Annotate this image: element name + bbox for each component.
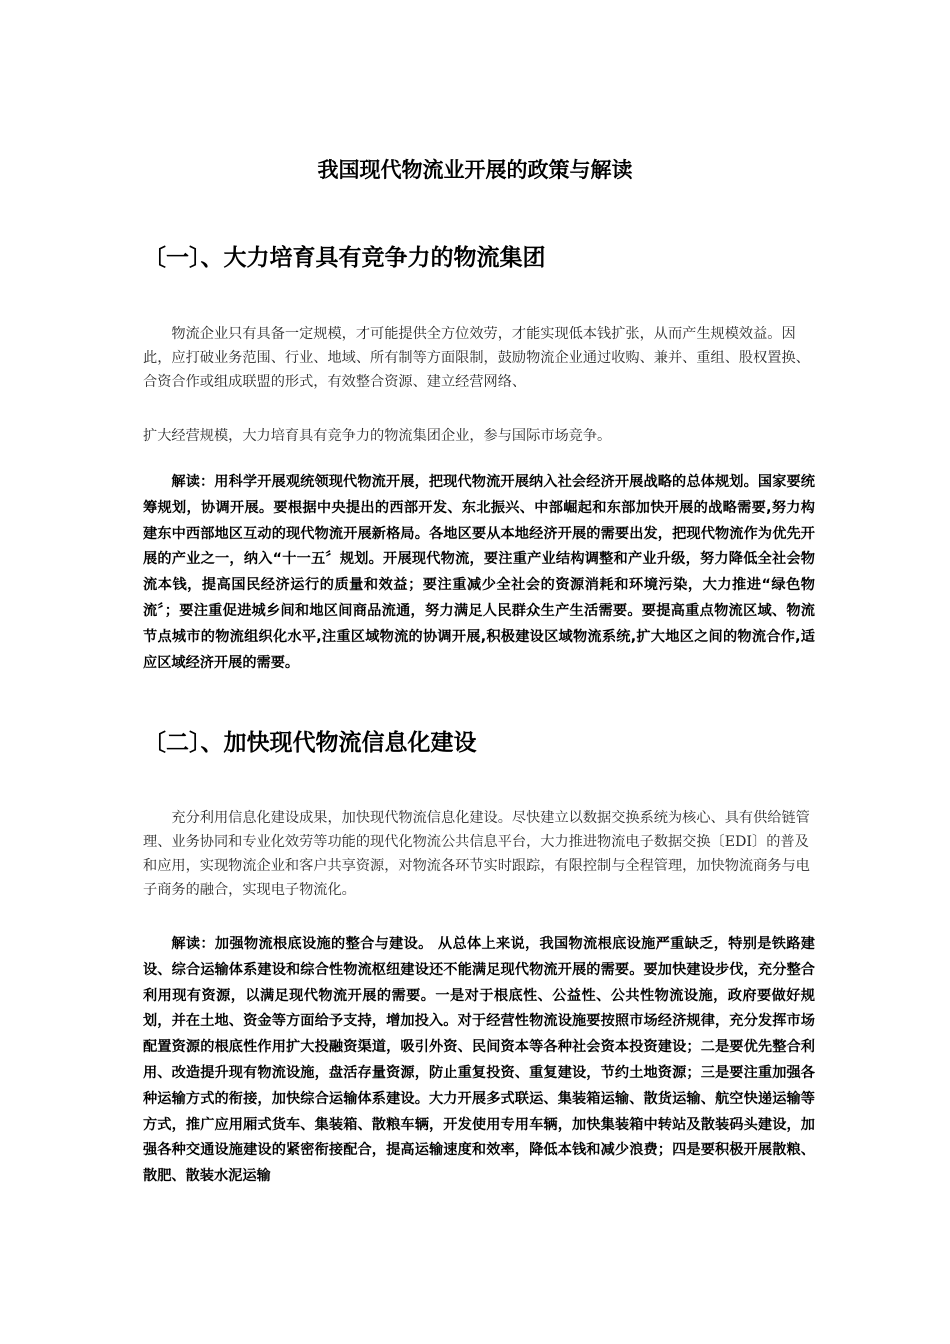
section-2-commentary: 解读：加强物流根底设施的整合与建设。 从总体上来说，我国物流根底设施严重缺乏，特别是铁路建设、综合运输体系建设和综合性物流枢纽建设还不能满足现代物流开展的需要。要加快建设步伐，充分整合利用现有资源，以满足现代物流开展的需要。一是对于根底性、公益性、公共性物流设施，政府要做好规划，并在土地、资金等方面给予支持，增加投入。对于经营性物流设施要按照市场经济规律，充分发挥市场配置资源的根底性作用扩大投融资渠道，吸引外资、民间资本等各种社会资本投资建设；二是要优先整合利用、改造提升现有物流设施，盘活存量资源，防止重复投资、重复建设，节约土地资源；三是要注重加强各种运输方式的衔接，加快综合运输体系建设。大力开展多式联运、集装箱运输、散货运输、航空快递运输等方式，推广应用厢式货车、集装箱、散粮车辆，开发使用专用车辆，加快集装箱中转站及散装码头建设，加强各种交通设施建设的紧密衔接配合，提高运输速度和效率，降低本钱和减少浪费；四是要积极开展散粮、散肥、散装水泥运输 [143, 936, 815, 1185]
section-heading-1: 〔一〕、大力培育具有竞争力的物流集团 [143, 245, 546, 271]
section-1-paragraph: 物流企业只有具备一定规模，才可能提供全方位效劳，才能实现低本钱扩张，从而产生规模效益。因此，应打破业务范围、行业、地域、所有制等方面限制，鼓励物流企业通过收购、兼并、重组、股权置换、合资合作或组成联盟的形式，有效整合资源、建立经营网络、 [143, 326, 810, 390]
section-heading-2: 〔二〕、加快现代物流信息化建设 [143, 730, 477, 756]
section-1-commentary: 解读：用科学开展观统领现代物流开展，把现代物流开展纳入社会经济开展战略的总体规划。国家要统筹规划，协调开展。要根据中央提出的西部开发、东北振兴、中部崛起和东部加快开展的战略需要,努力构建东中西部地区互动的现代物流开展新格局。各地区要从本地经济开展的需要出发，把现代物流作为优先开展的产业之一，纳入“十一五〞规划。开展现代物流，要注重产业结构调整和产业升级，努力降低全社会物流本钱，提高国民经济运行的质量和效益；要注重减少全社会的资源消耗和环境污染，大力推进“绿色物流〞；要注重促进城乡间和地区间商品流通，努力满足人民群众生产生活需要。要提高重点物流区域、物流节点城市的物流组织化水平,注重区域物流的协调开展,积极建设区域物流系统,扩大地区之间的物流合作,适应区域经济开展的需要。 [143, 474, 815, 671]
section-1-paragraph-continuation: 扩大经营规模，大力培育具有竞争力的物流集团企业，参与国际市场竞争。 [143, 428, 612, 444]
document-title: 我国现代物流业开展的政策与解读 [317, 158, 633, 182]
section-2-paragraph: 充分利用信息化建设成果，加快现代物流信息化建设。尽快建立以数据交换系统为核心、具有供给链管理、业务协同和专业化效劳等功能的现代化物流公共信息平台，大力推进物流电子数据交换〔EDI〕的普及和应用，实现物流企业和客户共享资源，对物流各环节实时跟踪，有限控制与全程管理，加快物流商务与电子商务的融合，实现电子物流化。 [143, 810, 810, 898]
